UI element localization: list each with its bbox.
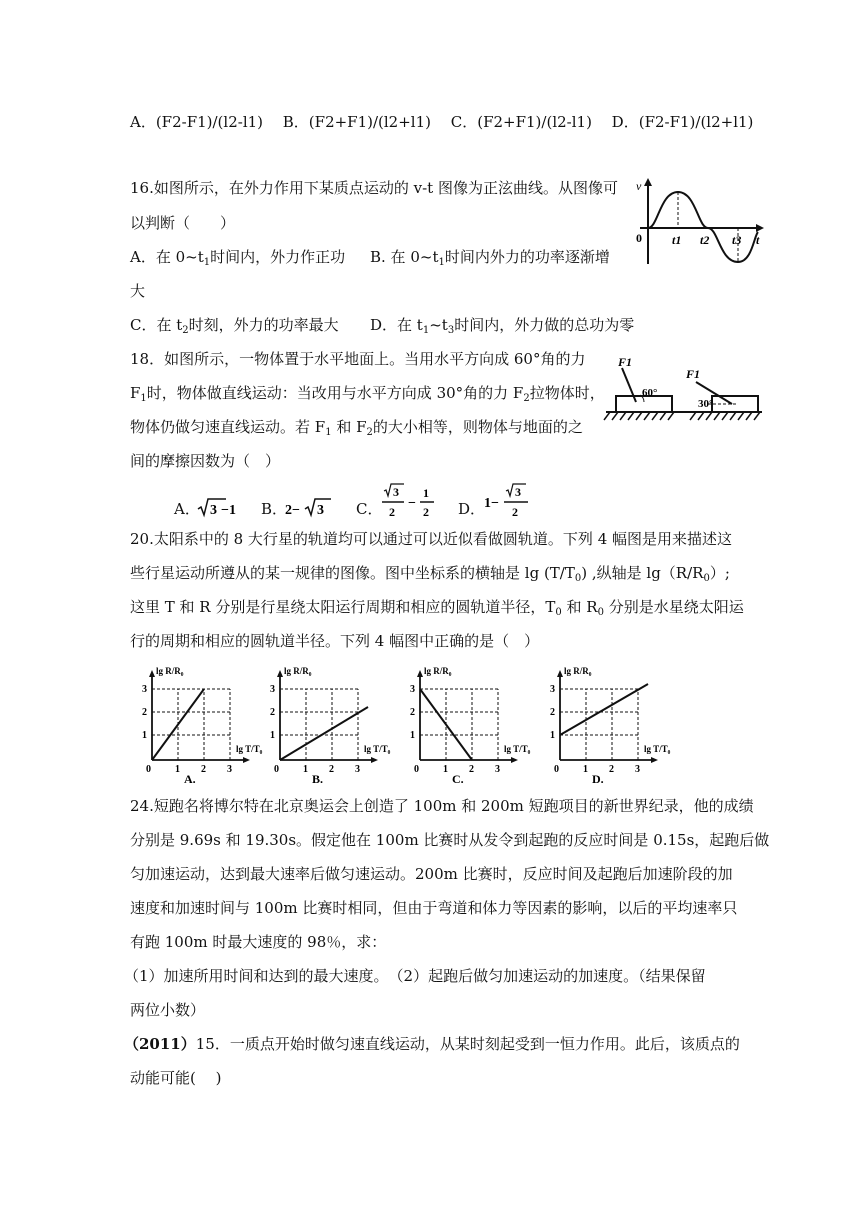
q20-stem-line1: 20.太阳系中的 8 大行星的轨道均可以通过可以近似看做圆轨道。下列 4 幅图是用来描述这	[130, 530, 733, 548]
svg-text:3: 3	[393, 485, 399, 499]
q16-axis-v: v	[636, 179, 642, 193]
svg-text:3: 3	[317, 503, 324, 518]
svg-text:lg R/R₀: lg R/R₀	[564, 666, 592, 676]
svg-text:3: 3	[270, 684, 275, 695]
q20-graph-c	[408, 660, 536, 784]
q16-label-t2: t2	[700, 233, 710, 247]
svg-text:−: −	[408, 496, 416, 511]
q24-line2: 分别是 9.69s 和 19.30s。假定他在 100m 比赛时从发令到起跑的反应时间是 0.15s，起跑后做	[130, 831, 770, 849]
q16-option-c: C．在 $t_2$时刻，外力的功率最大	[130, 316, 339, 336]
q18-stem-line1: 18．如图所示，一物体置于水平地面上。当用水平方向成 60°角的力	[130, 350, 586, 368]
q18-stem-line2: $F_1$时，物体做直线运动：当改用与水平方向成 30°角的力 $F_2$拉物体时，	[130, 384, 605, 404]
q20-graph-b-label: B.	[312, 772, 324, 784]
svg-text:3: 3	[355, 764, 360, 775]
svg-text:3: 3	[210, 503, 217, 518]
q16-origin: 0	[636, 231, 642, 245]
q16-option-a: A．在 $0\sim t_1$时间内，外力作正功	[130, 248, 346, 268]
svg-text:2: 2	[550, 707, 555, 718]
q18-option-b-label: B．	[261, 500, 288, 518]
q18-option-b-math	[283, 494, 333, 520]
q24-line3: 匀加速运动，达到最大速率后做匀速运动。200m 比赛时，反应时间及起跑后加速阶段的加	[130, 865, 733, 883]
q18-stem-line3: 物体仍做匀速直线运动。若 $F_1$ 和 $F_2$的大小相等，则物体与地面的之	[130, 418, 583, 438]
svg-text:1: 1	[142, 730, 147, 741]
svg-text:1: 1	[423, 486, 429, 500]
q18-fig-angle-30: 30°	[698, 398, 714, 410]
q16-option-b: B. 在 $0\sim t_1$时间内外力的功率逐渐增	[370, 248, 610, 268]
svg-text:3: 3	[142, 684, 147, 695]
q16-label-t3: t3	[732, 233, 742, 247]
svg-text:2: 2	[201, 764, 206, 775]
svg-text:2: 2	[609, 764, 614, 775]
q15-options: A．(F2-F1)/(l2-l1) B．(F2+F1)/(l2+l1) C．(F2+F1)/(l2-l1) D．(F2-F1)/(l2+l1)	[130, 113, 754, 131]
q24-line5: 有跑 100m 时最大速度的 98％，求：	[130, 933, 387, 951]
svg-text:2: 2	[512, 505, 518, 519]
q20-stem-line3: 这里 T 和 R 分别是行星绕太阳运行周期和相应的圆轨道半径，$T_0$ 和 $R_0$ 分别是水星绕太阳运	[130, 598, 744, 618]
q18-fig-f1-label: F1	[618, 355, 633, 369]
svg-text:2: 2	[329, 764, 334, 775]
svg-text:1: 1	[443, 764, 448, 775]
svg-text:2: 2	[142, 707, 147, 718]
svg-text:2: 2	[410, 707, 415, 718]
q2011-line2: 动能可能( )	[130, 1069, 222, 1087]
q24-line6: （1）加速所用时间和达到的最大速度。 （2）起跑后做匀加速运动的加速度。（结果保留	[124, 967, 706, 985]
svg-text:3: 3	[635, 764, 640, 775]
svg-text:2: 2	[469, 764, 474, 775]
svg-text:lg R/R₀: lg R/R₀	[424, 666, 452, 676]
svg-text:0: 0	[554, 764, 559, 775]
q16-vt-graph	[632, 176, 768, 272]
svg-text:3: 3	[227, 764, 232, 775]
svg-text:lg T/T₀: lg T/T₀	[236, 744, 263, 754]
svg-text:1: 1	[550, 730, 555, 741]
svg-text:1−: 1−	[484, 496, 499, 511]
svg-text:0: 0	[146, 764, 151, 775]
q18-fig-angle-60: 60°	[642, 387, 658, 399]
q20-graph-a	[140, 660, 268, 784]
q20-stem-line4: 行的周期和相应的圆轨道半径。下列 4 幅图中正确的是（ ）	[130, 632, 540, 650]
q16-stem-line2: 以判断（ ）	[130, 214, 236, 232]
svg-text:1: 1	[583, 764, 588, 775]
svg-text:3: 3	[495, 764, 500, 775]
q16-label-t1: t1	[672, 233, 682, 247]
q24-line4: 速度和加速时间与 100m 比赛时相同，但由于弯道和体力等因素的影响，以后的平均速率只	[130, 899, 738, 917]
q20-graph-b	[268, 660, 396, 784]
svg-text:lg R/R₀: lg R/R₀	[156, 666, 184, 676]
svg-text:3: 3	[515, 485, 521, 499]
q18-option-c-label: C．	[356, 500, 383, 518]
q20-graph-d-label: D.	[592, 772, 604, 784]
svg-text:lg T/T₀: lg T/T₀	[644, 744, 671, 754]
svg-text:lg T/T₀: lg T/T₀	[504, 744, 531, 754]
svg-text:2: 2	[423, 505, 429, 519]
q16-option-d: D．在 $t_1\sim t_3$时间内，外力做的总功为零	[370, 316, 635, 336]
q18-option-d-label: D．	[458, 500, 486, 518]
q20-stem-line2: 些行星运动所遵从的某一规律的图像。图中坐标系的横轴是 $\lg (T/T_0)$ ,纵轴是 $\lg(R/R_0)$;	[130, 564, 730, 584]
svg-text:2: 2	[389, 505, 395, 519]
q24-line7: 两位小数）	[130, 1001, 206, 1019]
q18-option-a-math	[196, 494, 246, 520]
svg-text:lg T/T₀: lg T/T₀	[364, 744, 391, 754]
svg-text:1: 1	[303, 764, 308, 775]
q18-option-a-label: A．	[174, 500, 200, 518]
q18-stem-line4: 间的摩擦因数为（ ）	[130, 452, 281, 470]
q20-graph-d	[548, 660, 676, 784]
q18-force-diagram	[602, 352, 770, 424]
q20-graph-c-label: C.	[452, 772, 464, 784]
svg-text:0: 0	[274, 764, 279, 775]
q18-option-c-math	[380, 482, 438, 522]
q18-fig-f2-label: F1	[686, 367, 701, 381]
q24-line1: 24.短跑名将博尔特在北京奥运会上创造了 100m 和 200m 短跑项目的新世界纪录，他的成绩	[130, 797, 754, 815]
q18-option-d-math	[482, 482, 532, 522]
q16-option-b-cont: 大	[130, 282, 146, 300]
svg-text:3: 3	[410, 684, 415, 695]
q16-axis-t: t	[756, 233, 760, 247]
svg-text:2−: 2−	[285, 503, 300, 518]
svg-text:3: 3	[550, 684, 555, 695]
q2011-line1: （2011）15．一质点开始时做匀速直线运动，从某时刻起受到一恒力作用。此后，该质点的	[124, 1035, 740, 1053]
svg-text:1: 1	[410, 730, 415, 741]
svg-text:2: 2	[270, 707, 275, 718]
svg-text:1: 1	[270, 730, 275, 741]
q16-stem-line1: 16.如图所示，在外力作用下某质点运动的 v-t 图像为正泫曲线。从图像可	[130, 179, 618, 197]
q20-graph-a-label: A.	[184, 772, 196, 784]
svg-text:−1: −1	[221, 503, 236, 518]
svg-text:1: 1	[175, 764, 180, 775]
svg-text:0: 0	[414, 764, 419, 775]
svg-text:lg R/R₀: lg R/R₀	[284, 666, 312, 676]
